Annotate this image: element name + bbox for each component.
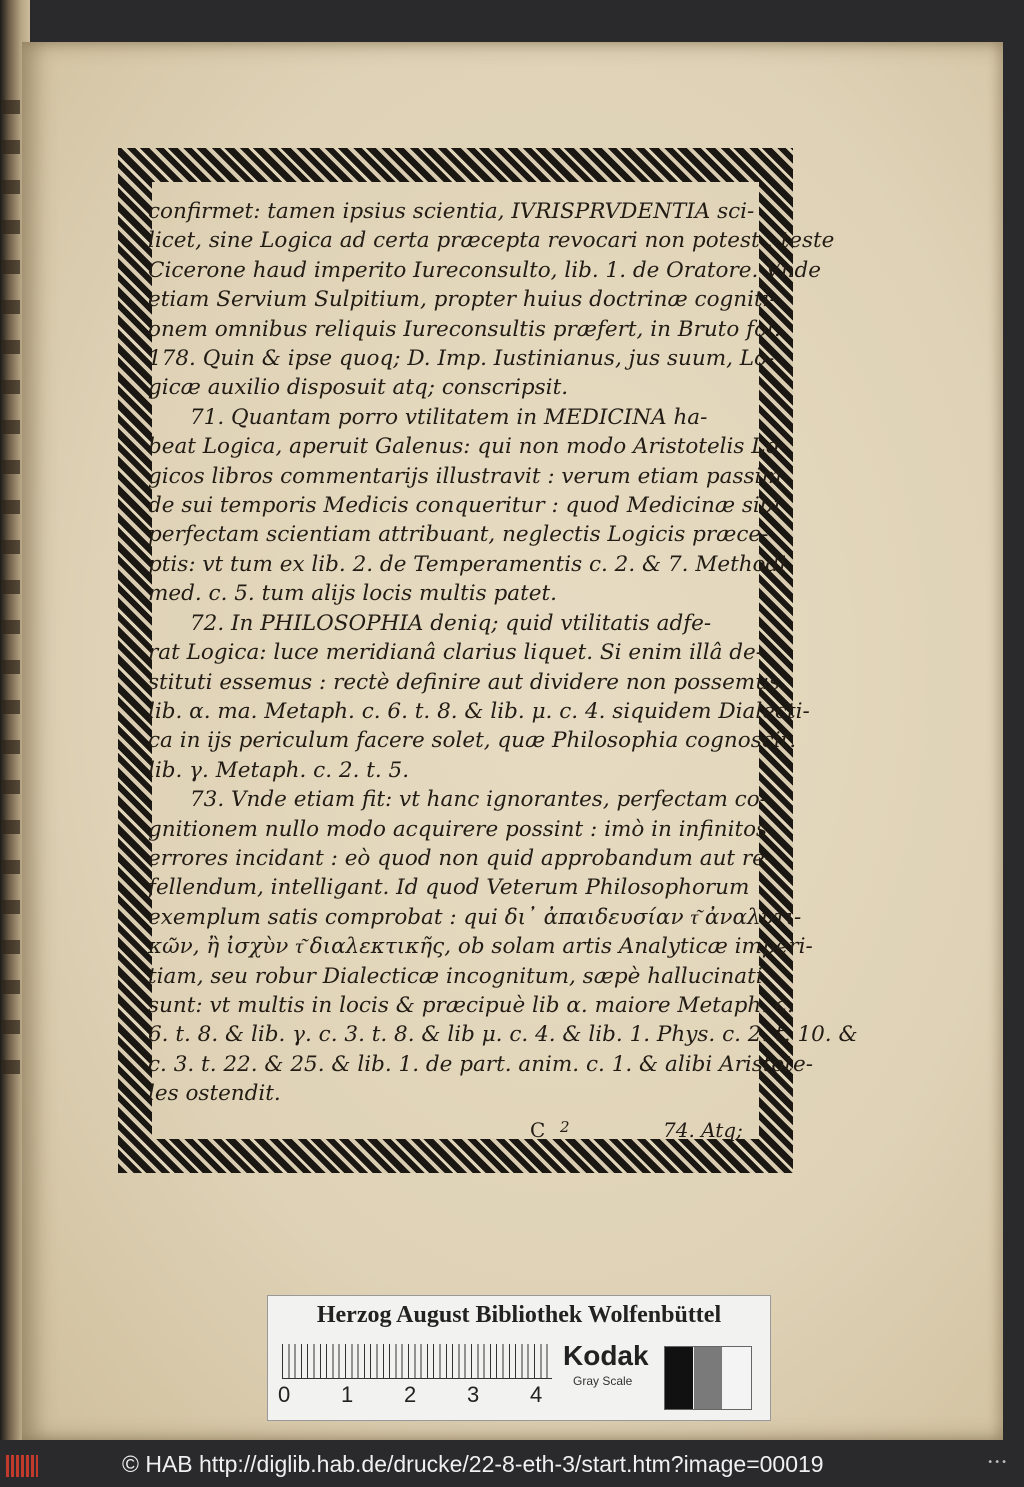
text-line: rat Logica: luce meridianâ clarius liquet. Si enim illâ de- — [148, 640, 764, 666]
text-line: gicos libros commentarijs illustravit : verum etiam passim — [148, 463, 782, 489]
text-line: les ostendit. — [148, 1081, 281, 1107]
gray-patch-black — [665, 1347, 693, 1409]
more-icon[interactable]: ••• — [987, 1457, 1008, 1468]
ruler-label: 4 — [530, 1382, 543, 1407]
text-line: 178. Quin & ipse quoq; D. Imp. Iustinianus, jus suum, Lo- — [148, 346, 775, 372]
ruler-scale — [282, 1344, 552, 1379]
text-line: ptis: vt tum ex lib. 2. de Temperamentis c. 2. & 7. Methodi — [148, 551, 787, 577]
text-line: gicæ auxilio disposuit atq; conscripsit. — [148, 375, 569, 401]
text-line: tiam, seu robur Dialecticæ incognitum, sæpè hallucinati — [148, 963, 763, 989]
text-line: gnitionem nullo modo acquirere possint : imò in infinitos — [148, 816, 768, 842]
text-line: Cicerone haud imperito Iureconsulto, lib. 1. de Oratore. Vnde — [148, 257, 822, 283]
signature-number: 2 — [560, 1118, 570, 1136]
text-line: exemplum satis comprobat : qui δι᾽ ἀπαιδευσίαν τ͂ ἀναλυτι- — [148, 904, 802, 930]
section-71-start: 71. Quantam porro vtilitatem in MEDICINA ha- — [190, 404, 708, 430]
gray-patches — [664, 1346, 752, 1410]
ruler-label: 1 — [341, 1382, 354, 1407]
gray-patch-mid — [694, 1347, 722, 1409]
gray-patch-white — [723, 1347, 751, 1409]
page-footer — [150, 1118, 750, 1146]
text-line: κῶν, ἢ ἰσχὺν τ͂ διαλεκτικῆς, ob solam artis Analyticæ imperi- — [148, 934, 813, 960]
ruler-labels — [278, 1382, 568, 1410]
catchword: 74. Atq; — [663, 1118, 743, 1142]
text-line: lib. α. ma. Metaph. c. 6. t. 8. & lib. μ. c. 4. siquidem Dialecti- — [148, 698, 810, 724]
gray-scale-label: Gray Scale — [573, 1374, 633, 1388]
text-line: onem omnibus reliquis Iureconsultis præfert, in Bruto fol. — [148, 316, 781, 342]
text-line: de sui temporis Medicis conqueritur : quod Medicinæ sibi — [148, 493, 781, 519]
hab-logo-icon — [6, 1455, 38, 1477]
kodak-logo: Kodak — [563, 1340, 649, 1371]
text-line: perfectam scientiam attribuant, neglectis Logicis præce- — [148, 522, 769, 548]
text-line: 6. t. 8. & lib. γ. c. 3. t. 8. & lib μ. c. 4. & lib. 1. Phys. c. 2. t. 10. & — [148, 1022, 858, 1048]
text-line: med. c. 5. tum alijs locis multis patet. — [148, 581, 557, 607]
ruler-label: 2 — [404, 1382, 417, 1407]
page-text — [148, 197, 858, 1132]
section-72-start: 72. In PHILOSOPHIA deniq; quid vtilitatis adfe- — [190, 610, 712, 636]
text-line: errores incidant : eò quod non quid approbandum aut re- — [148, 845, 773, 871]
text-line: sunt: vt multis in locis & præcipuè lib α. maiore Metaph. c. — [148, 992, 794, 1018]
text-line: lib. γ. Metaph. c. 2. t. 5. — [148, 757, 410, 783]
ruler-label: 0 — [278, 1382, 291, 1407]
spine-ornament — [2, 100, 20, 1100]
text-line: confirmet: tamen ipsius scientia, IVRISPRVDENTIA sci- — [148, 199, 755, 224]
text-line: stituti essemus : rectè definire aut dividere non possemus. — [148, 669, 787, 695]
text-line: ca in ijs periculum facere solet, quæ Philosophia cognoscit. — [148, 728, 797, 754]
status-bar — [0, 1443, 1024, 1487]
copyright-url[interactable]: © HAB http://diglib.hab.de/drucke/22-8-eth-3/start.htm?image=00019 — [122, 1451, 824, 1477]
text-line: fellendum, intelligant. Id quod Veterum Philosophorum — [148, 875, 750, 901]
text-line: beat Logica, aperuit Galenus: qui non modo Aristotelis Lo- — [148, 434, 786, 460]
section-73-start: 73. Vnde etiam fit: vt hanc ignorantes, perfectam co- — [190, 787, 767, 813]
text-line: licet, sine Logica ad certa præcepta revocari non potest : teste — [148, 228, 835, 254]
signature-mark: C — [530, 1118, 546, 1142]
text-line: c. 3. t. 22. & 25. & lib. 1. de part. anim. c. 1. & alibi Aristote- — [148, 1051, 813, 1077]
library-name: Herzog August Bibliothek Wolfenbüttel — [316, 1302, 722, 1328]
ruler-label: 3 — [467, 1382, 480, 1407]
color-calibration-card — [267, 1295, 771, 1421]
text-line: etiam Servium Sulpitium, propter huius doctrinæ cogniti- — [148, 287, 777, 313]
